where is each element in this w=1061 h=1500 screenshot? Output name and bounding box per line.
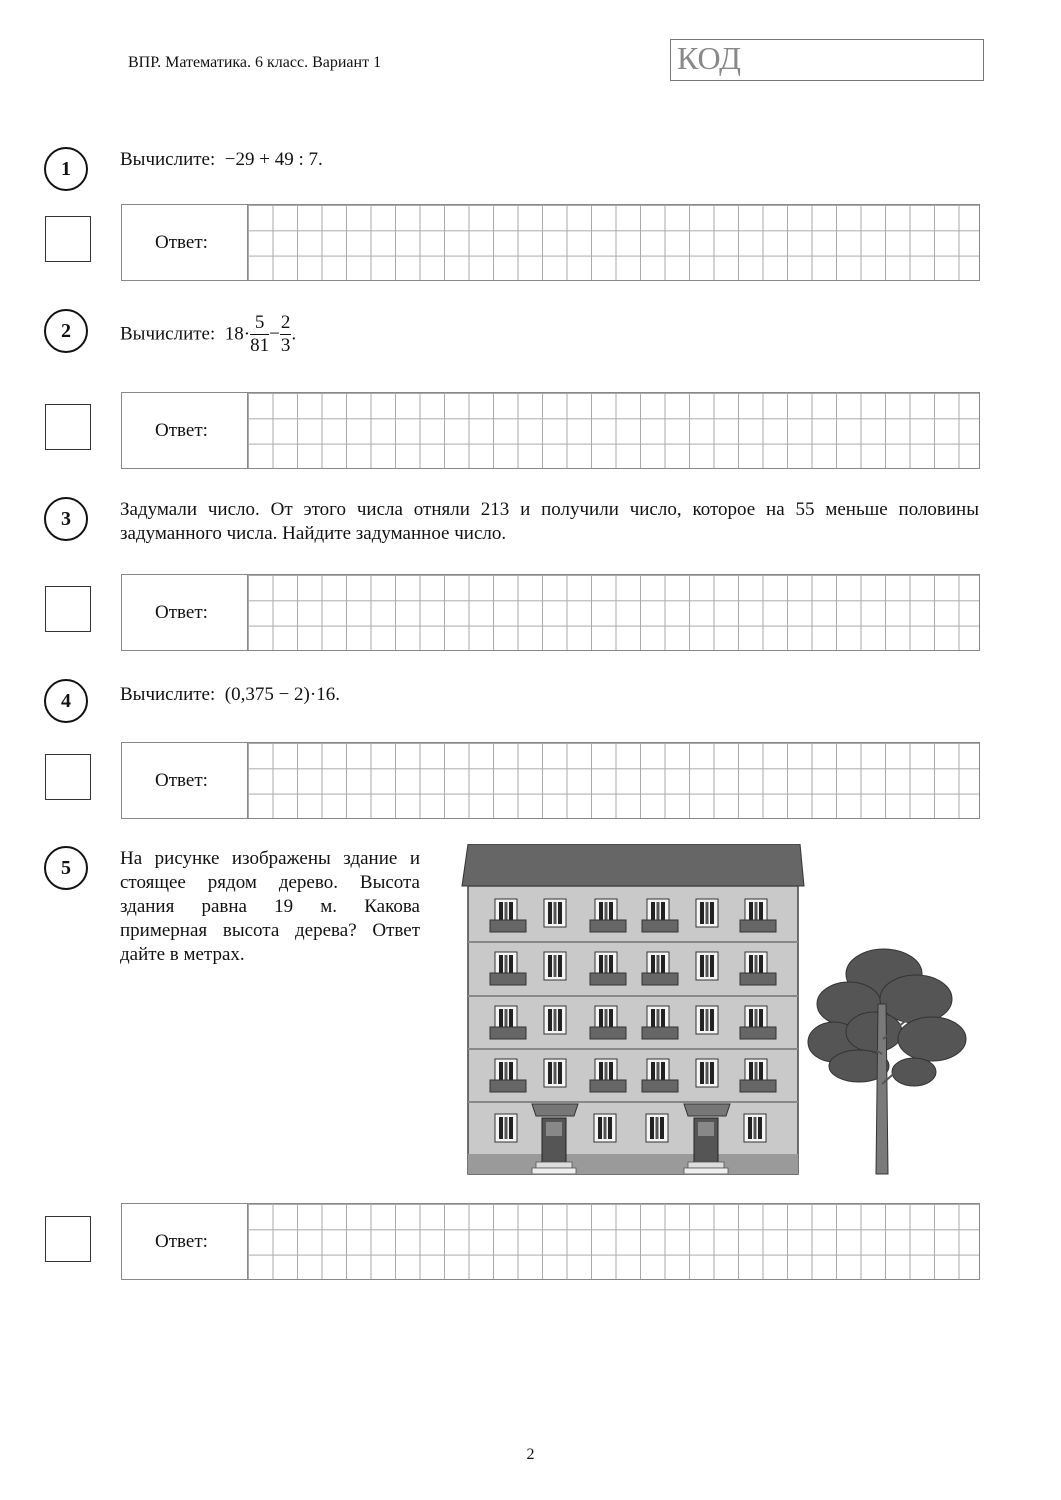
question-1-expression: −29 + 49 : 7. <box>224 149 323 170</box>
answer-grid[interactable] <box>247 575 979 650</box>
answer-grid[interactable] <box>247 743 979 818</box>
answer-label: Ответ: <box>155 1230 208 1252</box>
question-2-whole: 18 <box>224 323 244 345</box>
question-3-text: Задумали число. От этого числа отняли 213 и получили число, которое на 55 меньше половины задуманного числа. Найдите задуманное число. <box>120 499 979 544</box>
question-5-answer-field[interactable] <box>121 1203 980 1280</box>
question-3-score-box <box>45 586 91 632</box>
page-number: 2 <box>526 1446 535 1463</box>
question-1-score-box <box>45 216 91 262</box>
code-label: КОД <box>677 40 741 76</box>
answer-grid[interactable] <box>247 205 979 280</box>
answer-label: Ответ: <box>155 419 208 441</box>
building <box>462 844 804 1174</box>
header-title: ВПР. Математика. 6 класс. Вариант 1 <box>128 54 382 71</box>
answer-label: Ответ: <box>155 601 208 623</box>
fraction-1-numerator: 5 <box>250 312 269 335</box>
fraction-1 <box>250 312 269 357</box>
question-2-score-box <box>45 404 91 450</box>
question-2-answer-field[interactable] <box>121 392 980 469</box>
tree <box>804 944 974 1176</box>
fraction-2-denominator: 3 <box>280 335 291 356</box>
fraction-2 <box>280 312 292 357</box>
question-5-number: 5 <box>44 846 88 890</box>
question-3-answer-field[interactable] <box>121 574 980 651</box>
answer-grid[interactable] <box>247 1204 979 1279</box>
question-5-text: На рисунке изображены здание и стоящее рядом дерево. Высота здания равна 19 м. Какова примерная высота дерева? Ответ дайте в метрах. <box>120 848 420 965</box>
question-2-text: Вычислите: 18· $\frac{5}{81}$ − $\frac{2}{3}$ . <box>120 312 297 356</box>
answer-grid[interactable] <box>247 393 979 468</box>
question-2-prefix: Вычислите: <box>120 323 216 345</box>
question-4-prefix: Вычислите: <box>120 684 216 705</box>
question-1-prefix: Вычислите: <box>120 149 216 170</box>
question-4-number: 4 <box>44 679 88 723</box>
question-2-number: 2 <box>44 309 88 353</box>
question-1-answer-field[interactable] <box>121 204 980 281</box>
answer-label: Ответ: <box>155 769 208 791</box>
question-4-expression: (0,375 − 2)·16. <box>224 684 340 705</box>
question-1-number: 1 <box>44 147 88 191</box>
question-5-score-box <box>45 1216 91 1262</box>
fraction-2-numerator: 2 <box>280 312 291 333</box>
question-3-number: 3 <box>44 497 88 541</box>
code-box[interactable] <box>670 39 984 81</box>
answer-label: Ответ: <box>155 231 208 253</box>
question-1-text <box>120 148 323 172</box>
fraction-1-denominator: 81 <box>250 335 270 356</box>
question-4-score-box <box>45 754 91 800</box>
question-4-text <box>120 683 340 707</box>
building-and-tree-figure <box>460 844 820 1176</box>
question-4-answer-field[interactable] <box>121 742 980 819</box>
